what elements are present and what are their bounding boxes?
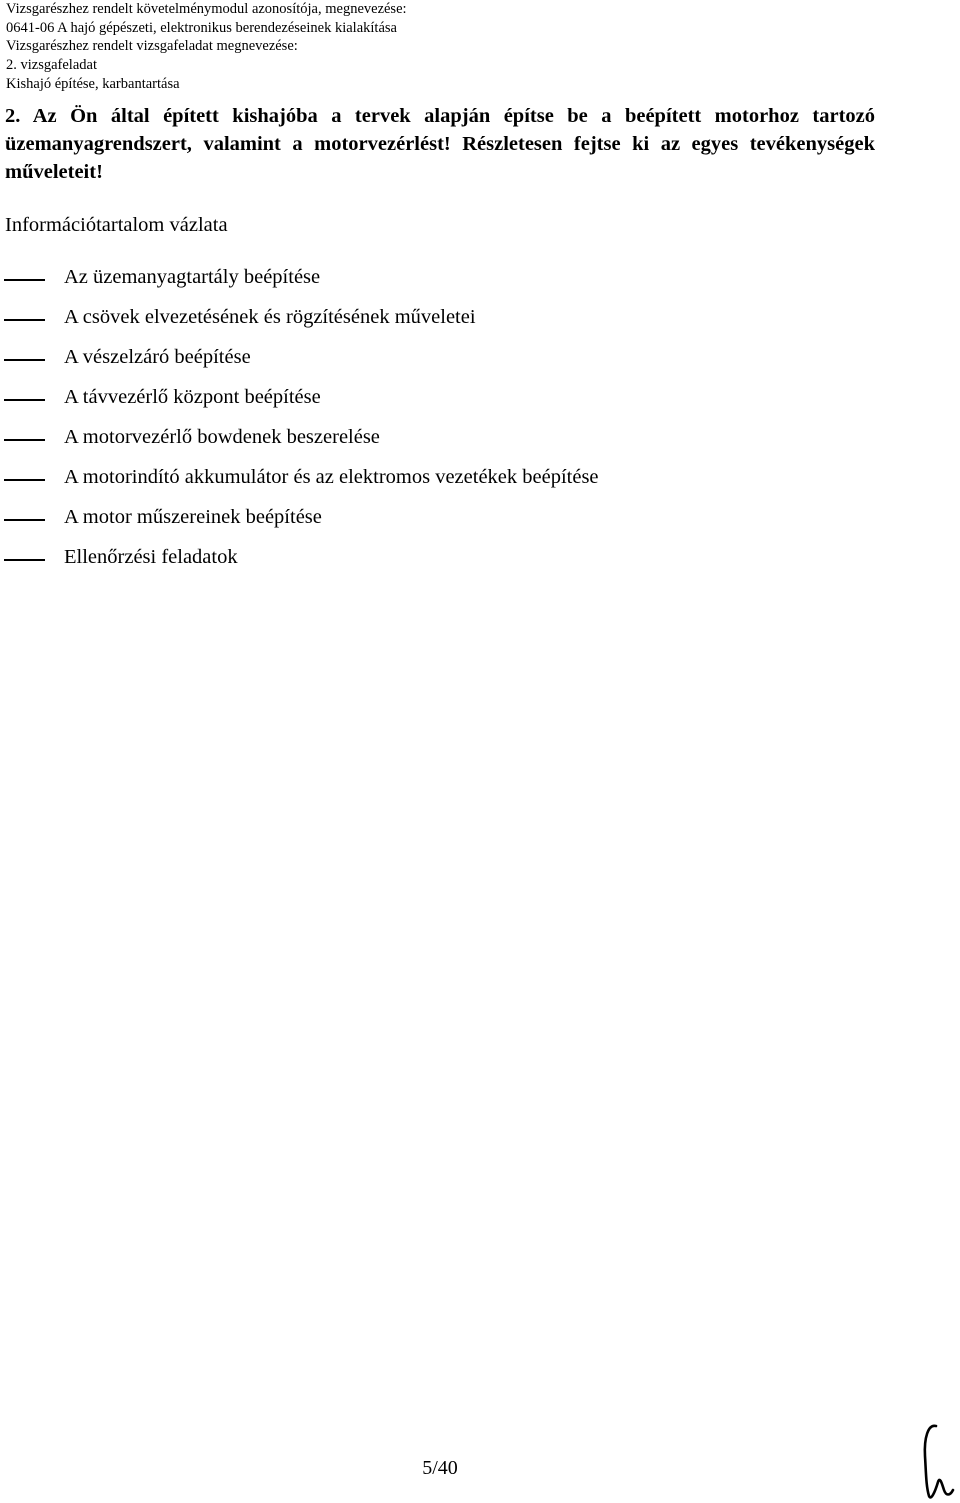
dash-bullet-icon — [4, 519, 45, 521]
header-task-name: Kishajó építése, karbantartása — [6, 75, 180, 92]
dash-bullet-icon — [4, 479, 45, 481]
dash-bullet-icon — [4, 399, 45, 401]
list-item-text: A csövek elvezetésének és rögzítésének műveletei — [64, 306, 476, 328]
signature-icon — [916, 1420, 960, 1502]
outline-title: Információtartalom vázlata — [5, 214, 228, 236]
dash-bullet-icon — [4, 319, 45, 321]
list-item-text: A motorvezérlő bowdenek beszerelése — [64, 426, 380, 448]
task-statement: 2. Az Ön által épített kishajóba a tervek alapján építse be a beépített motorhoz tartozó üzemanyagrendszert, valamint a motorvezérlést! Részletesen fejtse ki az egyes tevékenységek műveleteit! — [5, 105, 875, 183]
dash-bullet-icon — [4, 279, 45, 281]
document-header — [6, 0, 946, 94]
header-module-name: 0641-06 A hajó gépészeti, elektronikus berendezéseinek kialakítása — [6, 19, 397, 36]
list-item-text: Ellenőrzési feladatok — [64, 546, 238, 568]
header-module-label: Vizsgarészhez rendelt követelménymodul azonosítója, megnevezése: — [6, 1, 407, 17]
list-item-text: A vészelzáró beépítése — [64, 346, 251, 368]
header-task-number: 2. vizsgafeladat — [6, 57, 97, 74]
list-item-text: A motorindító akkumulátor és az elektromos vezetékek beépítése — [64, 466, 599, 488]
dash-bullet-icon — [4, 439, 45, 441]
list-item-text: Az üzemanyagtartály beépítése — [64, 266, 321, 288]
page-number: 5/40 — [422, 1457, 458, 1479]
dash-bullet-icon — [4, 359, 45, 361]
header-task-label: Vizsgarészhez rendelt vizsgafeladat megnevezése: — [6, 38, 298, 55]
list-item-text: A motor műszereinek beépítése — [64, 506, 322, 528]
list-item-text: A távvezérlő központ beépítése — [64, 386, 321, 408]
dash-bullet-icon — [4, 559, 45, 561]
